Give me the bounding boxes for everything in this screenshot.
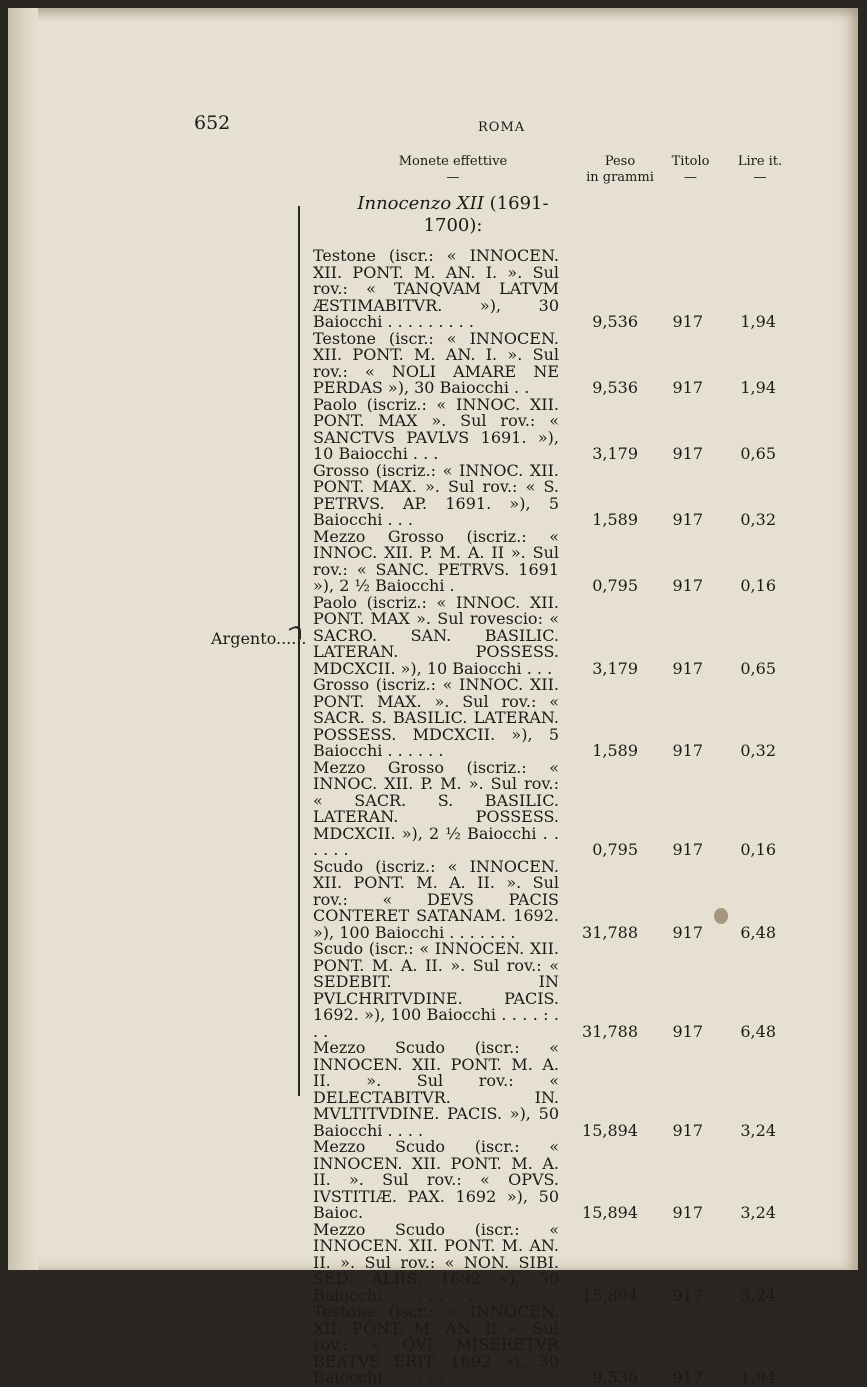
column-dash: — <box>684 170 697 185</box>
coin-weight: 3,179 <box>592 444 638 463</box>
coin-weight: 0,795 <box>592 576 638 595</box>
coin-description: Paolo (iscriz.: « INNOC. XII. PONT. MAX ». Sul rov.: « SANCTVS PAVLVS 1691. »), 10 Baiocchi . . . <box>313 394 559 463</box>
coin-fineness: 917 <box>672 840 703 859</box>
coin-fineness: 917 <box>672 510 703 529</box>
coin-fineness: 917 <box>672 1021 703 1041</box>
coin-value-lire: 3,24 <box>740 1203 776 1222</box>
coin-value-lire: 1,94 <box>740 312 776 331</box>
coin-entry <box>313 1219 793 1305</box>
coin-fineness: 917 <box>672 922 703 942</box>
coin-weight: 0,795 <box>592 840 638 859</box>
coin-weight: 15,894 <box>582 1203 638 1222</box>
column-label-titolo: Titolo <box>671 154 710 169</box>
coin-description: Mezzo Scudo (iscr.: « INNOCEN. XII. PONT. M. A. II. ». Sul rov.: « DELECTABITVR. IN. MVLTITVDINE. PACIS. »), 50 Baiocchi . . . . <box>313 1038 559 1140</box>
coin-entry <box>313 460 793 529</box>
coin-value-lire: 6,48 <box>740 1021 776 1041</box>
coin-weight: 31,788 <box>582 922 638 942</box>
reign-heading <box>338 193 568 237</box>
book-page <box>8 8 858 1387</box>
coin-fineness: 917 <box>672 1203 703 1222</box>
column-label-peso: Peso <box>604 154 636 169</box>
coin-value-lire: 3,24 <box>740 1120 776 1140</box>
coin-description: Scudo (iscriz.: « INNOCEN. XII. PONT. M. A. II. ». Sul rov.: « DEVS PACIS CONTERET SATANAM. 1692. »), 100 Baiocchi . . . . . . . <box>313 856 559 942</box>
coin-fineness: 917 <box>672 1120 703 1140</box>
coin-description: Mezzo Grosso (iscriz.: « INNOC. XII. P. M. A. II ». Sul rov.: « SANC. PETRVS. 1691 »), 2 ½ Baiocchi . <box>313 526 559 595</box>
coin-weight: 9,536 <box>592 312 638 331</box>
coin-value-lire: 1,94 <box>740 1368 776 1387</box>
coin-weight: 9,536 <box>592 378 638 397</box>
coin-description: Testone (iscr.: « INNOCEN. XII. PONT. M. AN. I. ». Sul rov.: « TANQVAM LATVM ÆSTIMABITVR. »), 30 Baiocchi . . . . . . . . . <box>313 246 559 331</box>
coin-weight: 9,536 <box>592 1368 638 1387</box>
coin-entry <box>313 1139 793 1222</box>
column-header-peso <box>580 154 660 186</box>
column-label-lire: Lire it. <box>737 154 783 169</box>
coin-entry <box>313 1040 793 1139</box>
column-header-lire <box>730 154 790 186</box>
coin-description: Mezzo Grosso (iscriz.: « INNOC. XII. P. M. ». Sul rov.: « SACR. S. BASILIC. LATERAN. POSSESS. MDCXCII. »), 2 ½ Baiocchi . . . . . . <box>313 757 559 859</box>
coin-description: Paolo (iscriz.: « INNOC. XII. PONT. MAX ». Sul rovescio: « SACRO. SAN. BASILIC. LATERAN. POSSESS. MDCXCII. »), 10 Baiocchi . . . <box>313 592 559 678</box>
reign-years-end: 1700): <box>423 215 483 236</box>
coin-weight: 31,788 <box>582 1021 638 1041</box>
column-dash: — <box>446 170 460 185</box>
coin-list <box>313 248 793 1387</box>
coin-description: Mezzo Scudo (iscr.: « INNOCEN. XII. PONT. M. A. II. ». Sul rov.: « OPVS. IVSTITIÆ. PAX. 1692 »), 50 Baioc. <box>313 1137 559 1222</box>
running-head: ROMA <box>478 120 526 135</box>
column-header-monete <box>388 154 518 186</box>
coin-entry <box>313 394 793 463</box>
column-header-titolo <box>663 154 718 186</box>
coin-fineness: 917 <box>672 576 703 595</box>
coin-entry <box>313 526 793 595</box>
coin-value-lire: 6,48 <box>740 922 776 942</box>
coin-weight: 1,589 <box>592 510 638 529</box>
coin-value-lire: 1,94 <box>740 378 776 397</box>
page-gutter <box>8 8 38 1270</box>
metal-category: Argento...... <box>211 629 307 648</box>
coin-entry <box>313 757 793 859</box>
coin-fineness: 917 <box>672 1368 703 1387</box>
coin-fineness: 917 <box>672 658 703 678</box>
column-label-monete: Monete effettive <box>398 154 508 169</box>
coin-entry <box>313 328 793 397</box>
coin-description: Grosso (iscriz.: « INNOC. XII. PONT. MAX. ». Sul rov.: « SACR. S. BASILIC. LATERAN. POSSESS. MDCXCII. »), 5 Baiocchi . . . . . . <box>313 675 559 760</box>
coin-value-lire: 0,16 <box>740 840 776 859</box>
coin-weight: 15,894 <box>582 1285 638 1305</box>
coin-weight: 15,894 <box>582 1120 638 1140</box>
coin-weight: 1,589 <box>592 741 638 760</box>
coin-entry <box>313 677 793 760</box>
coin-value-lire: 0,32 <box>740 741 776 760</box>
page-number: 652 <box>194 112 231 134</box>
coin-entry <box>313 592 793 678</box>
coin-description: Mezzo Scudo (iscr.: « INNOCEN. XII. PONT. M. AN. II. ». Sul rov.: « NON. SIBI. SED. ALIIS. 1692 »), 50 Baiocchi . . . . . . . . . <box>313 1219 559 1305</box>
coin-description: Testone (iscr.: « INNOCEN. XII. PONT. M. AN. II ». Sul rov.: « QVI MISERETVR BEATVS ERIT. 1692 »), 30 Baiocchi . . . . . . . <box>313 1302 559 1387</box>
paper-stain <box>714 908 728 924</box>
coin-fineness: 917 <box>672 741 703 760</box>
coin-entry <box>313 856 793 942</box>
column-dash: — <box>753 170 767 185</box>
coin-description: Grosso (iscriz.: « INNOC. XII. PONT. MAX. ». Sul rov.: « S. PETRVS. AP. 1691. »), 5 Baiocchi . . . <box>313 460 559 529</box>
grouping-brace <box>298 206 300 1096</box>
coin-value-lire: 0,65 <box>740 658 776 678</box>
column-label-peso-unit: in grammi <box>586 170 654 185</box>
coin-value-lire: 0,16 <box>740 576 776 595</box>
coin-description: Testone (iscr.: « INNOCEN. XII. PONT. M. AN. I. ». Sul rov.: « NOLI AMARE NE PERDAS »), 30 Baiocchi . . <box>313 328 559 397</box>
reign-name: Innocenzo XII <box>357 193 484 214</box>
coin-fineness: 917 <box>672 1285 703 1305</box>
coin-fineness: 917 <box>672 378 703 397</box>
coin-description: Scudo (iscr.: « INNOCEN. XII. PONT. M. A. II. ». Sul rov.: « SEDEBIT. IN PVLCHRITVDINE. PACIS. 1692. »), 100 Baiocchi . . . . : . . . <box>313 939 559 1041</box>
coin-weight: 3,179 <box>592 658 638 678</box>
coin-entry <box>313 941 793 1040</box>
coin-value-lire: 3,24 <box>740 1285 776 1305</box>
coin-entry <box>313 1304 793 1387</box>
reign-years-start: (1691- <box>489 193 549 214</box>
coin-fineness: 917 <box>672 312 703 331</box>
coin-value-lire: 0,32 <box>740 510 776 529</box>
coin-fineness: 917 <box>672 444 703 463</box>
coin-entry <box>313 248 793 331</box>
coin-value-lire: 0,65 <box>740 444 776 463</box>
